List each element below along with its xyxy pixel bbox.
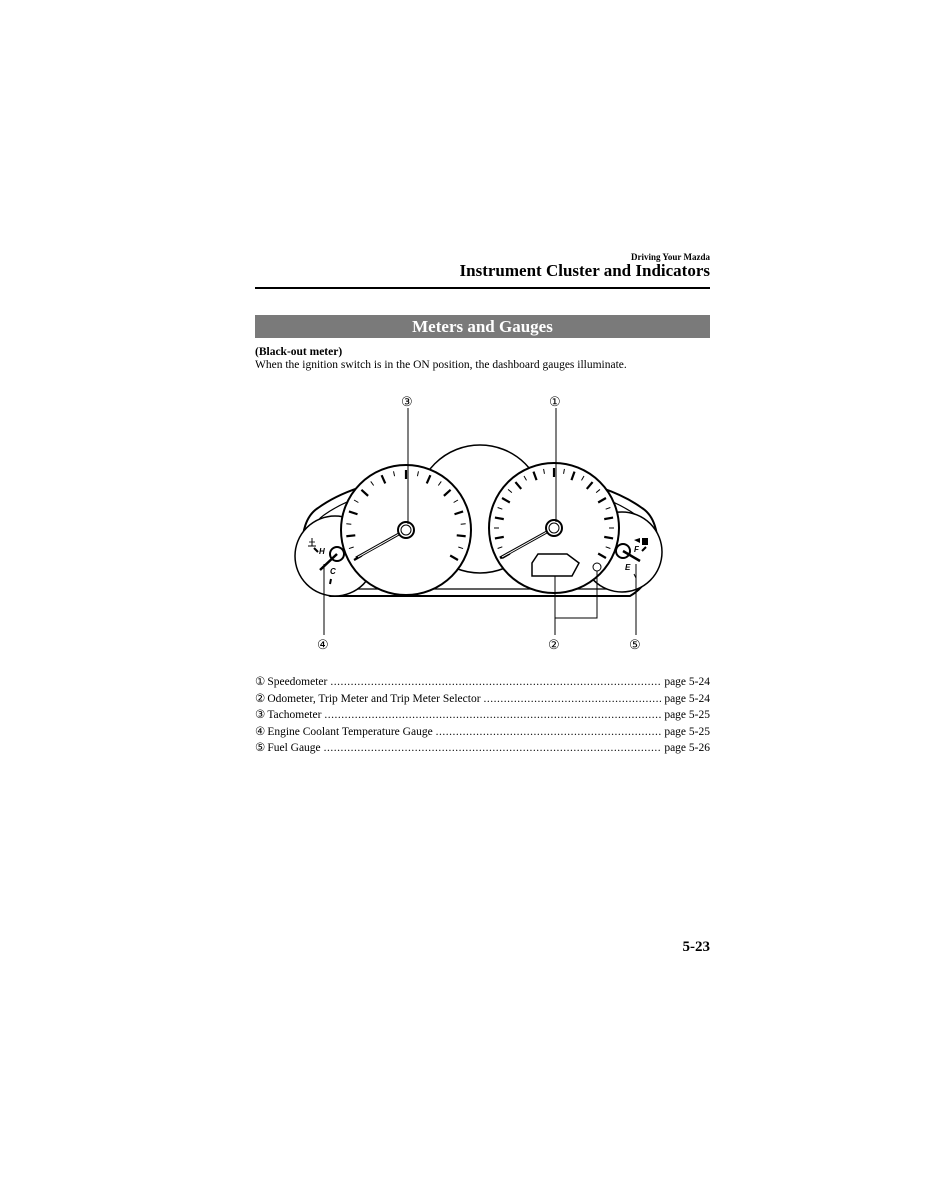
tachometer-tick (346, 535, 355, 536)
running-head: Driving Your Mazda (630, 252, 710, 262)
legend-number: ① (255, 676, 266, 688)
leader-dots (324, 707, 661, 724)
speedometer-tick (495, 518, 504, 520)
legend-item (255, 724, 710, 741)
page-number: 5-23 (682, 939, 710, 955)
tachometer-tick (346, 524, 351, 525)
header-rule (255, 287, 710, 289)
callout-1: ① (549, 394, 561, 409)
tachometer-tick (457, 535, 466, 536)
callout-5: ⑤ (629, 637, 641, 652)
leader-dots (324, 740, 662, 757)
section-title: Meters and Gauges (412, 316, 553, 336)
tachometer-tick (461, 524, 466, 525)
leader-dots (330, 674, 661, 691)
legend-label: Fuel Gauge (267, 742, 321, 754)
fuel-full-mark: F (634, 545, 639, 554)
legend-item (255, 740, 710, 757)
speedometer-tick (604, 518, 613, 520)
speedometer-tick (604, 537, 613, 539)
section-banner (255, 315, 710, 338)
cluster-svg (290, 388, 670, 658)
legend-label: Odometer, Trip Meter and Trip Meter Selector (267, 692, 481, 705)
legend-list (255, 674, 710, 757)
fuel-empty-mark: E (625, 563, 631, 572)
legend-page: page 5-25 (664, 725, 710, 738)
legend-page: page 5-26 (664, 742, 710, 754)
legend-page: page 5-25 (664, 709, 710, 721)
legend-label: Engine Coolant Temperature Gauge (267, 725, 433, 738)
leader-dots (436, 724, 662, 741)
speedometer-tick (495, 537, 504, 539)
chapter-title: Instrument Cluster and Indicators (459, 261, 710, 280)
legend-number: ⑤ (255, 742, 266, 754)
tachometer-hub (398, 522, 414, 538)
temp-hot-mark: H (319, 547, 325, 556)
legend-number: ④ (255, 725, 266, 738)
instrument-cluster-diagram (290, 388, 670, 658)
legend-number: ② (255, 692, 266, 705)
callout-2: ② (548, 637, 560, 652)
callout-3: ③ (401, 394, 413, 409)
legend-item (255, 674, 710, 691)
legend-number: ③ (255, 709, 266, 721)
legend-label: Speedometer (267, 676, 328, 688)
legend-page: page 5-24 (664, 692, 710, 705)
legend-label: Tachometer (267, 709, 322, 721)
intro-text: When the ignition switch is in the ON position, the dashboard gauges illuminate. (255, 359, 627, 371)
subhead: (Black-out meter) (255, 346, 343, 358)
callout-4: ④ (317, 637, 329, 652)
leader-dots (484, 691, 662, 708)
legend-item (255, 707, 710, 724)
legend-item (255, 691, 710, 708)
speedometer-hub (546, 520, 562, 536)
temp-cold-mark: C (330, 567, 336, 576)
trip-meter-selector (593, 563, 601, 571)
odometer-display (532, 554, 579, 576)
legend-page: page 5-24 (664, 676, 710, 688)
